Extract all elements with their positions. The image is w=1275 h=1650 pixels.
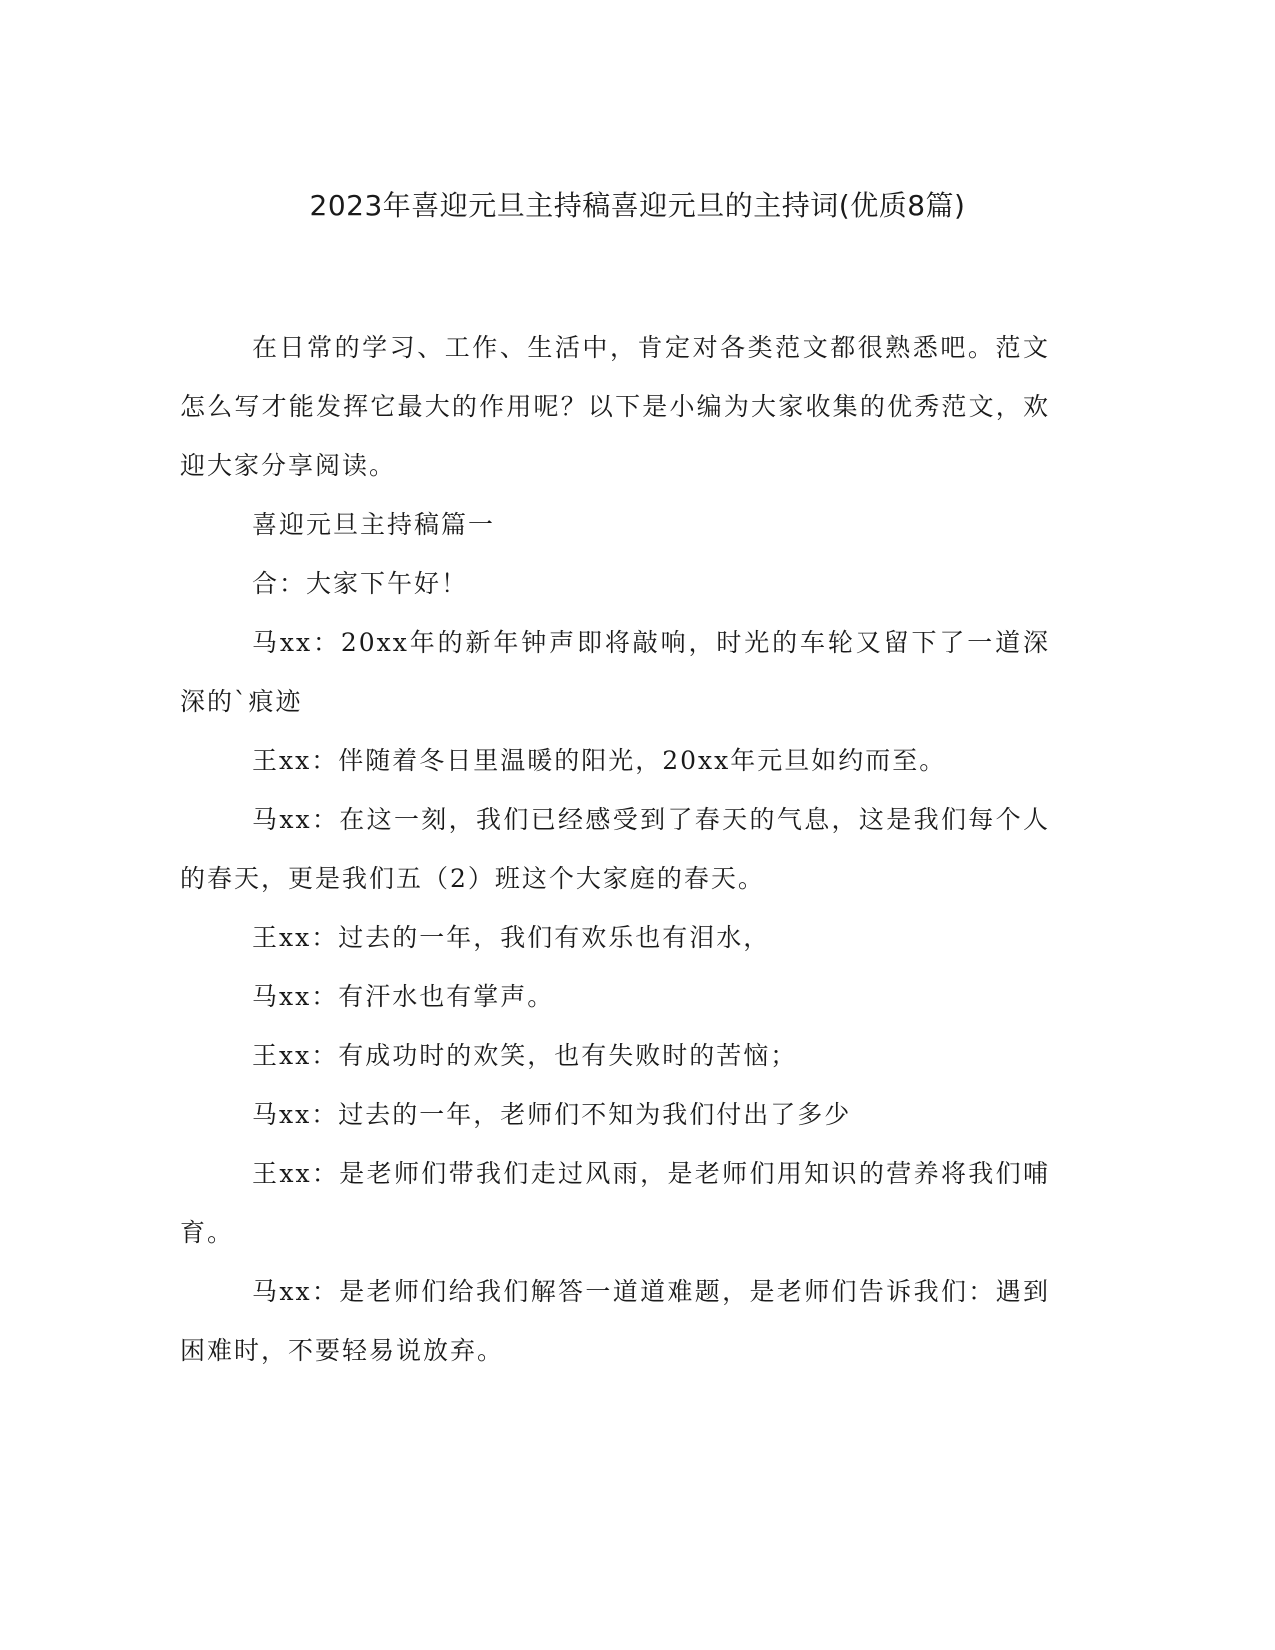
dialogue-line: 王xx：有成功时的欢笑，也有失败时的苦恼；: [252, 1041, 798, 1070]
dialogue-line: 马xx：在这一刻，我们已经感受到了春天的气息，这是我们每个人的春天，更是我们五（2）班这个大家庭的春天。: [180, 805, 1050, 893]
dialogue-line: 马xx：有汗水也有掌声。: [252, 982, 555, 1011]
intro-paragraph: 在日常的学习、工作、生活中，肯定对各类范文都很熟悉吧。范文怎么写才能发挥它最大的作用呢？以下是小编为大家收集的优秀范文，欢迎大家分享阅读。: [180, 333, 1050, 480]
dialogue-line: 马xx：是老师们给我们解答一道道难题，是老师们告诉我们：遇到困难时，不要轻易说放弃。: [180, 1277, 1050, 1365]
dialogue-line: 马xx：20xx年的新年钟声即将敲响，时光的车轮又留下了一道深深的`痕迹: [180, 628, 1050, 716]
dialogue-line: 马xx：过去的一年，老师们不知为我们付出了多少: [252, 1100, 852, 1129]
dialogue-line: 合：大家下午好！: [252, 569, 469, 598]
section-heading: 喜迎元旦主持稿篇一: [252, 510, 496, 539]
document-body: [180, 318, 1050, 1380]
document-title: 2023年喜迎元旦主持稿喜迎元旦的主持词(优质8篇): [309, 189, 966, 222]
dialogue-line: 王xx：伴随着冬日里温暖的阳光，20xx年元旦如约而至。: [252, 746, 947, 775]
dialogue-line: 王xx：过去的一年，我们有欢乐也有泪水，: [252, 923, 771, 952]
dialogue-line: 王xx：是老师们带我们走过风雨，是老师们用知识的营养将我们哺育。: [180, 1159, 1050, 1247]
